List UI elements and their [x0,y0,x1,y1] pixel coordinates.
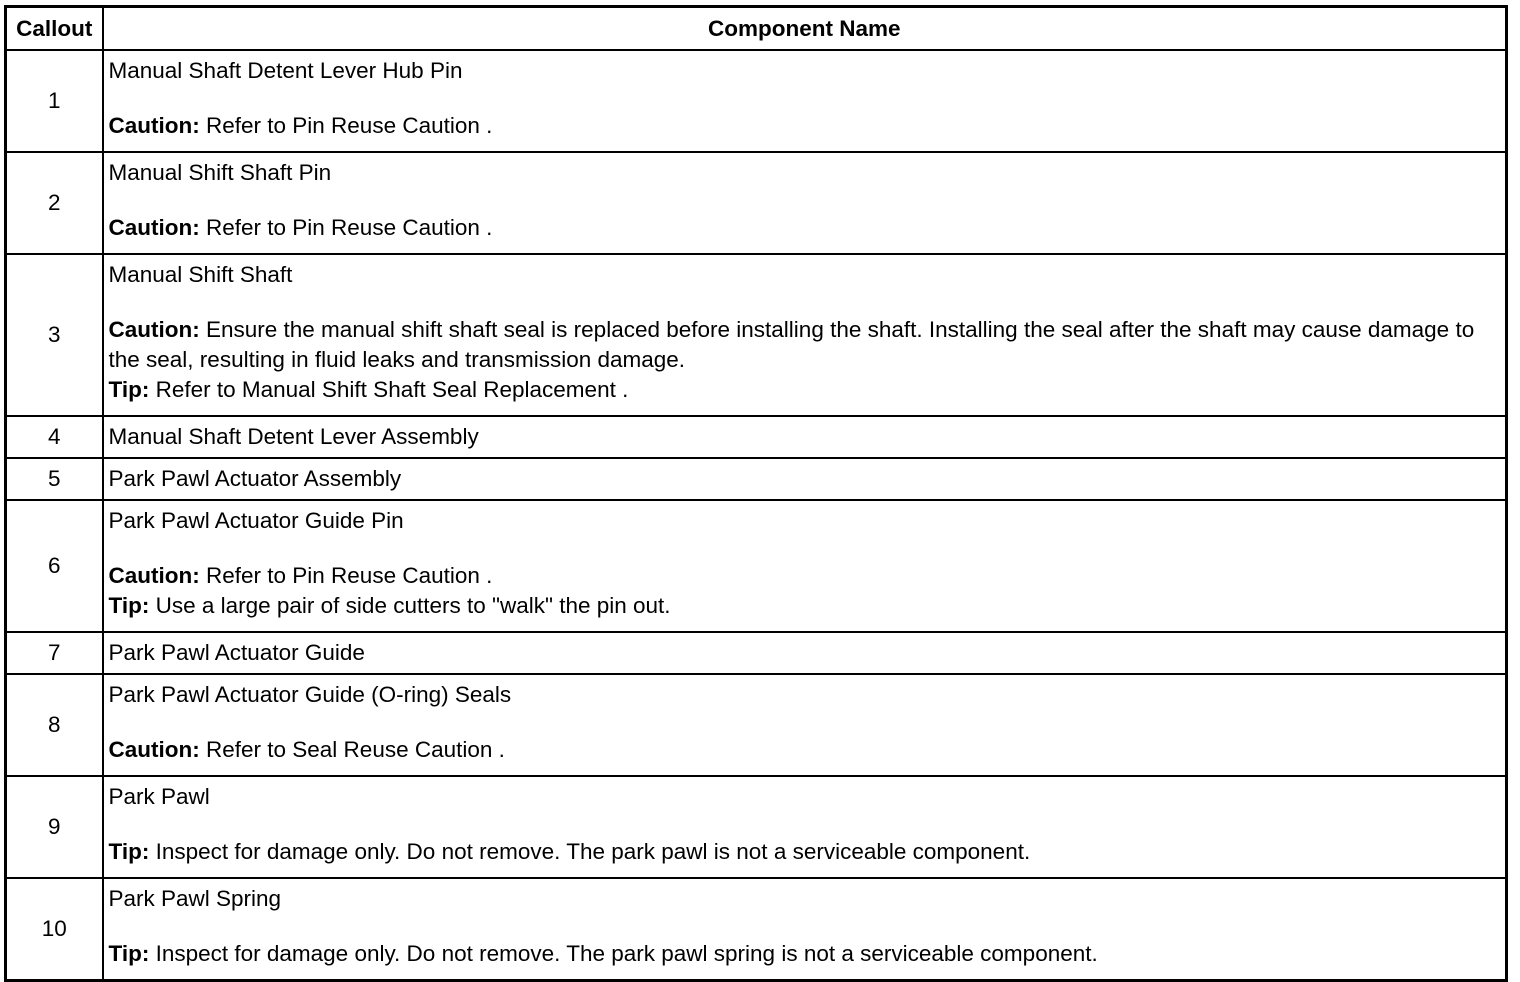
component-cell [103,254,1507,416]
note-label: Caution: [108,563,200,588]
callout-number: 7 [6,632,103,674]
component-table [4,5,1508,982]
component-cell [103,632,1507,674]
note-text: Refer to Manual Shift Shaft Seal Replacement . [149,377,629,402]
note-label: Tip: [108,377,150,402]
note-text: Ensure the manual shift shaft seal is replaced before installing the shaft. Installing the seal after the shaft may cause damage to the seal, resulting in fluid leaks and transmission damage. [108,317,1475,372]
note-label: Caution: [108,113,200,138]
caution-note [109,561,1504,591]
caution-note [109,213,1504,243]
component-cell [103,500,1507,632]
tip-note [109,591,1504,621]
table-row [6,254,1507,416]
table-row [6,416,1507,458]
tip-note [109,939,1504,969]
caution-note [109,735,1504,765]
table-row [6,674,1507,776]
note-text: Refer to Pin Reuse Caution . [199,113,493,138]
header-callout: Callout [6,7,103,51]
note-text: Refer to Pin Reuse Caution . [199,215,493,240]
header-component-name: Component Name [103,7,1507,51]
caution-note [109,111,1504,141]
note-text: Inspect for damage only. Do not remove. The park pawl spring is not a serviceable component. [149,941,1098,966]
table-row [6,458,1507,500]
component-cell [103,416,1507,458]
table-row [6,50,1507,152]
component-name: Manual Shaft Detent Lever Assembly [108,424,479,449]
caution-note [109,315,1504,375]
note-text: Refer to Pin Reuse Caution . [199,563,493,588]
note-label: Caution: [108,317,200,342]
note-label: Tip: [108,941,150,966]
table-row [6,776,1507,878]
component-name: Park Pawl Actuator Guide Pin [108,508,404,533]
callout-number: 6 [6,500,103,632]
callout-number: 8 [6,674,103,776]
component-cell [103,878,1507,981]
note-text: Use a large pair of side cutters to "walk" the pin out. [149,593,671,618]
component-cell [103,674,1507,776]
component-name: Manual Shaft Detent Lever Hub Pin [108,58,463,83]
callout-number: 9 [6,776,103,878]
callout-number: 2 [6,152,103,254]
component-name: Park Pawl Actuator Assembly [108,466,402,491]
component-name: Manual Shift Shaft Pin [108,160,332,185]
callout-number: 5 [6,458,103,500]
tip-note [109,375,1504,405]
component-name: Park Pawl Actuator Guide (O-ring) Seals [108,682,512,707]
note-label: Caution: [108,215,200,240]
callout-number: 10 [6,878,103,981]
component-cell [103,50,1507,152]
note-text: Refer to Seal Reuse Caution . [199,737,505,762]
note-label: Tip: [108,593,150,618]
callout-number: 4 [6,416,103,458]
callout-number: 3 [6,254,103,416]
component-name: Park Pawl [108,784,210,809]
note-label: Tip: [108,839,150,864]
table-row [6,152,1507,254]
table-header-row [6,7,1507,51]
component-table-container [4,5,1508,982]
component-name: Manual Shift Shaft [108,262,293,287]
table-row [6,632,1507,674]
note-text: Inspect for damage only. Do not remove. The park pawl is not a serviceable component. [149,839,1031,864]
note-label: Caution: [108,737,200,762]
tip-note [109,837,1504,867]
component-cell [103,458,1507,500]
component-cell [103,152,1507,254]
callout-number: 1 [6,50,103,152]
component-name: Park Pawl Spring [108,886,282,911]
table-row [6,500,1507,632]
component-name: Park Pawl Actuator Guide [108,640,365,665]
component-cell [103,776,1507,878]
table-row [6,878,1507,981]
